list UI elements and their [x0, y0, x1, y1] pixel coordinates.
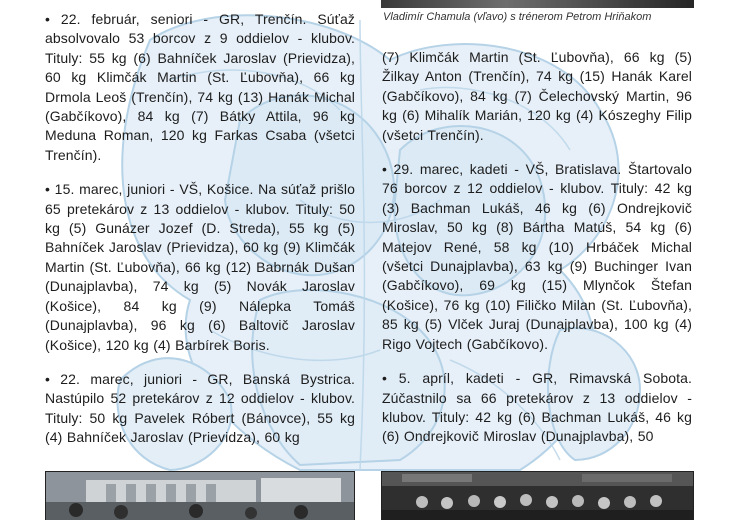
left-column — [45, 10, 355, 463]
paragraph-juniori-gr: • 22. marec, juniori - GR, Banská Bystrica. Nastúpilo 52 pretekárov z 12 oddielov - klubov. Tituly: 50 kg Pavelek Róbert (Bánovce), 55 kg (4) Bahníček Jaroslav (Prievidza), 60 kg — [45, 370, 355, 446]
paragraph-continued-results: (7) Klimčák Martin (St. Ľubovňa), 66 kg (5) Žilkay Anton (Trenčín), 74 kg (15) Hanák Karel (Gabčíkovo), 84 kg (7) Čelechovský Martin, 96 kg (6) Mihalík Marián, 120 kg (4) Kószeghy Filip (všetci Trenčín). — [382, 49, 692, 143]
paragraph-kadeti-vs: • 29. marec, kadeti - VŠ, Bratislava. Štartovalo 76 borcov z 12 oddielov - klubov. Tituly: 42 kg (3) Bachman Lukáš, 46 kg (6) Ondrejkovič Miroslav, 50 kg (8) Bártha Matúš, 54 kg (6) Matejov René, 58 kg (10) Hrbáček Michal (všetci Dunajplavba), 63 kg (9) Buchinger Ivan (Gabčíkovo), 69 kg (15) Mlynčok Štefan (Košice), 76 kg (10) Filičko Milan (St. Ľubovňa), 85 kg (5) Vlček Juraj (Dunajplavba), 100 kg (4) Rigo Vojtech (Gabčíkovo). — [382, 161, 692, 352]
team-photo-right — [381, 471, 694, 520]
paragraph-seniori-gr: • 22. február, seniori - GR, Trenčín. Súťaž absolvovalo 53 borcov z 9 oddielov - klubov. Tituly: 55 kg (6) Bahníček Jaroslav (Prievidza), 60 kg Klimčák Martin (St. Ľubovňa), 66 kg Drmola Leoš (Trenčín), 74 kg (13) Hanák Michal (Gabčíkovo), 84 kg (7) Bátky Attila, 96 kg Meduna Roman, 120 kg Farkas Csaba (všetci Trenčín). — [45, 11, 355, 163]
top-photo-strip — [381, 0, 694, 8]
group-photo-left — [45, 471, 355, 520]
paragraph-juniori-vs: • 15. marec, juniori - VŠ, Košice. Na súťaž prišlo 65 pretekárov z 13 oddielov - klubov. Tituly: 50 kg (5) Gunázer Jozef (D. Streda), 55 kg (5) Bahníček Jaroslav (Prievidza), 60 kg (9) Klimčák Martin (St. Ľubovňa), 66 kg (12) Babrnák Dušan (Dunajplavba), 74 kg (5) Novák Jaroslav (Košice), 84 kg (9) Nálepka Tomáš (Dunajplavba), 96 kg (6) Baltovič Jaroslav (Košice), 120 kg (4) Barbírek Boris. — [45, 181, 355, 353]
right-column — [382, 48, 692, 462]
photo-caption: Vladimír Chamula (vľavo) s trénerom Petrom Hriňakom — [383, 11, 652, 23]
paragraph-kadeti-gr: • 5. apríl, kadeti - GR, Rimavská Sobota. Zúčastnilo sa 66 pretekárov z 13 oddielov - klubov. Tituly: 42 kg (6) Bachman Lukáš, 46 kg (6) Ondrejkovič Miroslav (Dunajplavba), 50 — [382, 370, 692, 445]
